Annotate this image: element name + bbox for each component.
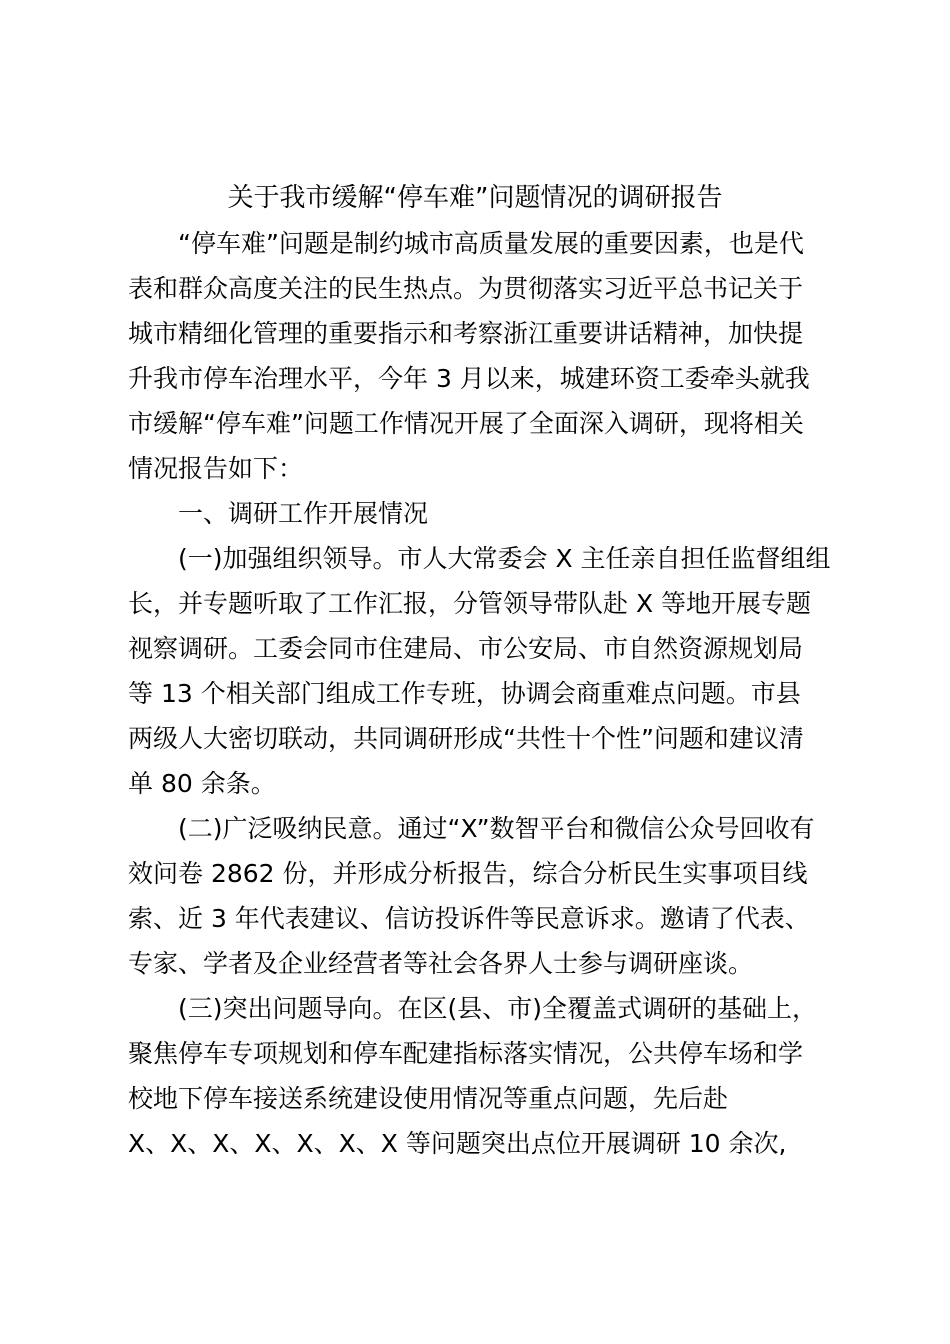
paragraph-1-line-2: 长，并专题听取了工作汇报，分管领导带队赴 X 等地开展专题 xyxy=(128,589,812,618)
paragraph-intro-line-6: 情况报告如下： xyxy=(128,454,304,483)
paragraph-1-line-6: 单 80 余条。 xyxy=(128,769,276,798)
paragraph-2-line-1: (二)广泛吸纳民意。通过“X”数智平台和微信公众号回收有 xyxy=(178,814,815,843)
paragraph-2-line-3: 索、近 3 年代表建议、信访投诉件等民意诉求。邀请了代表、 xyxy=(128,904,810,933)
paragraph-3-line-2: 聚焦停车专项规划和停车配建指标落实情况，公共停车场和学 xyxy=(128,1039,804,1068)
paragraph-intro-line-4: 升我市停车治理水平，今年 3 月以来，城建环资工委牵头就我 xyxy=(128,364,810,393)
paragraph-2-line-4: 专家、学者及企业经营者等社会各界人士参与调研座谈。 xyxy=(128,949,754,978)
paragraph-intro-line-2: 表和群众高度关注的民生热点。为贯彻落实习近平总书记关于 xyxy=(128,274,804,303)
paragraph-1-line-1: (一)加强组织领导。市人大常委会 X 主任亲自担任监督组组 xyxy=(178,544,831,573)
paragraph-3-line-3: 校地下停车接送系统建设使用情况等重点问题，先后赴 xyxy=(128,1084,729,1113)
paragraph-intro-line-1: “停车难”问题是制约城市高质量发展的重要因素，也是代 xyxy=(178,229,804,258)
paragraph-intro-line-5: 市缓解“停车难”问题工作情况开展了全面深入调研，现将相关 xyxy=(128,409,804,438)
paragraph-1-line-4: 等 13 个相关部门组成工作专班，协调会商重难点问题。市县 xyxy=(128,679,801,708)
paragraph-1-line-5: 两级人大密切联动，共同调研形成“共性十个性”问题和建议清 xyxy=(128,724,804,753)
paragraph-2-line-2: 效问卷 2862 份，并形成分析报告，综合分析民生实事项目线 xyxy=(128,859,808,888)
document-title: 关于我市缓解“停车难”问题情况的调研报告 xyxy=(227,183,723,213)
paragraph-3-line-4: X、X、X、X、X、X、X 等问题突出点位开展调研 10 余次, xyxy=(128,1129,787,1158)
section-heading-1: 一、调研工作开展情况 xyxy=(178,499,429,528)
paragraph-intro-line-3: 城市精细化管理的重要指示和考察浙江重要讲话精神，加快提 xyxy=(128,319,804,348)
paragraph-3-line-1: (三)突出问题导向。在区(县、市)全覆盖式调研的基础上， xyxy=(178,994,818,1023)
paragraph-1-line-3: 视察调研。工委会同市住建局、市公安局、市自然资源规划局 xyxy=(128,634,804,663)
